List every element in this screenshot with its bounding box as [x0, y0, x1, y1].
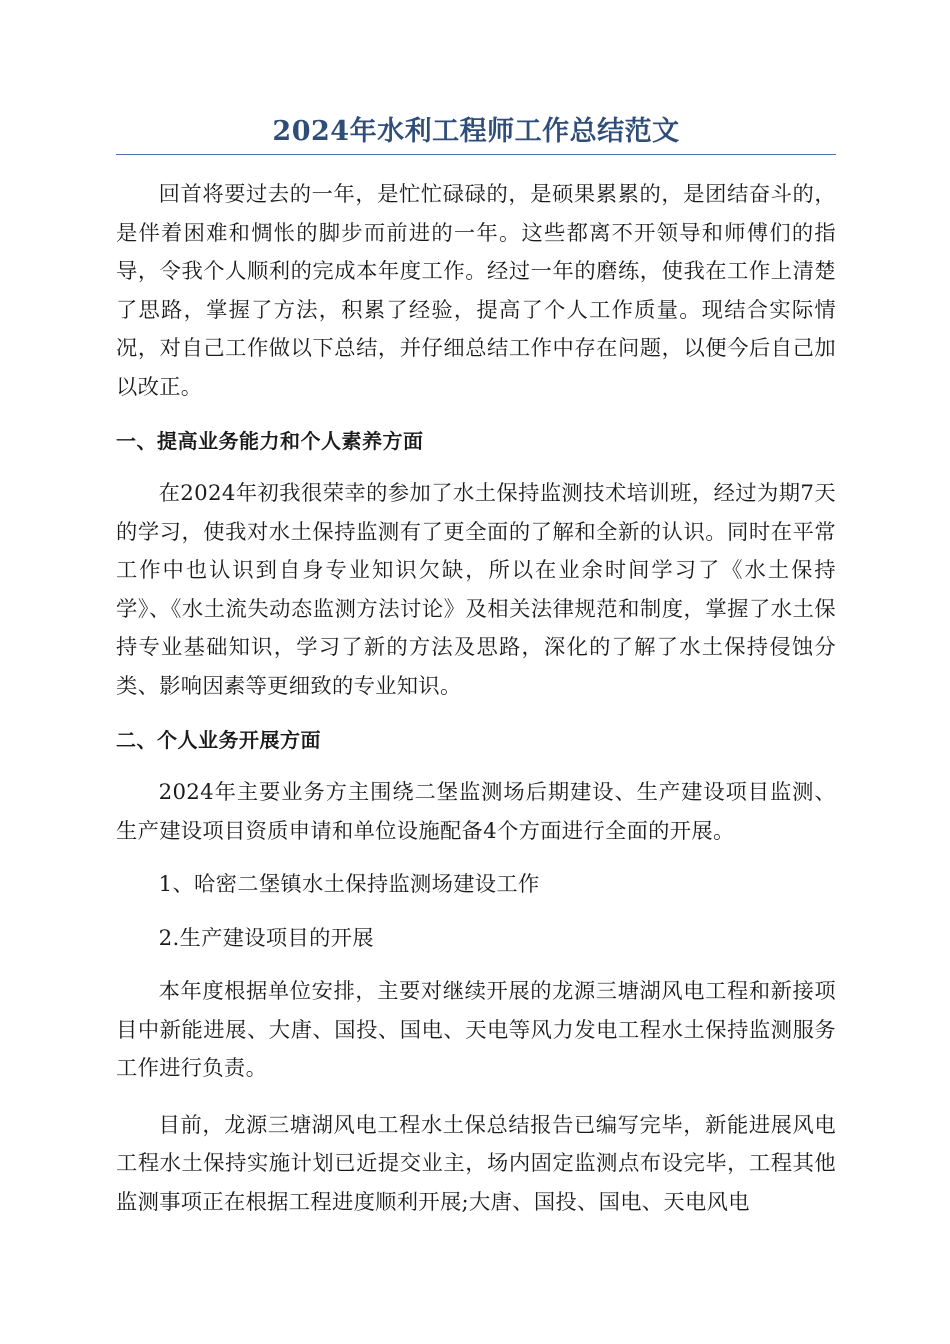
section2-paragraph-3: 目前，龙源三塘湖风电工程水土保总结报告已编写完毕，新能进展风电工程水土保持实施计划已近提交业主，场内固定监测点布设完毕，工程其他监测事项正在根据工程进度顺利开展;大唐、国投、国电、天电风电 — [116, 1112, 836, 1215]
document-page — [116, 112, 836, 1222]
section2-paragraph-2: 本年度根据单位安排，主要对继续开展的龙源三塘湖风电工程和新接项目中新能进展、大唐、国投、国电、天电等风力发电工程水土保持监测服务工作进行负责。 — [116, 979, 836, 1081]
section1-paragraph: 在2024年初我很荣幸的参加了水土保持监测技术培训班，经过为期7天的学习，使我对水土保持监测有了更全面的了解和全新的认识。同时在平常工作中也认识到自身专业知识欠缺，所以在业余时间学习了《水土保持学》、《水土流失动态监测方法讨论》及相关法律规范和制度，掌握了水土保持专业基础知识，学习了新的方法及思路，深化的了解了水土保持侵蚀分类、影响因素等更细致的专业知识。 — [116, 481, 836, 699]
intro-paragraph: 回首将要过去的一年，是忙忙碌碌的，是硕果累累的，是团结奋斗的，是伴着困难和惆怅的脚步而前进的一年。这些都离不开领导和师傅们的指导，令我个人顺利的完成本年度工作。经过一年的磨练，使我在工作上清楚了思路，掌握了方法，积累了经验，提高了个人工作质量。现结合实际情况，对自己工作做以下总结，并仔细总结工作中存在问题，以便今后自己加以改正。 — [116, 182, 836, 400]
list-item-2: 2.生产建设项目的开展 — [158, 925, 374, 951]
section2-paragraph: 2024年主要业务方主围绕二堡监测场后期建设、生产建设项目监测、生产建设项目资质申请和单位设施配备4个方面进行全面的开展。 — [116, 780, 836, 844]
section-heading-1: 一、提高业务能力和个人素养方面 — [116, 429, 424, 453]
list-item-1: 1、哈密二堡镇水土保持监测场建设工作 — [158, 872, 540, 897]
section-heading-2: 二、个人业务开展方面 — [116, 728, 321, 752]
document-title: 2024年水利工程师工作总结范文 — [116, 112, 836, 155]
